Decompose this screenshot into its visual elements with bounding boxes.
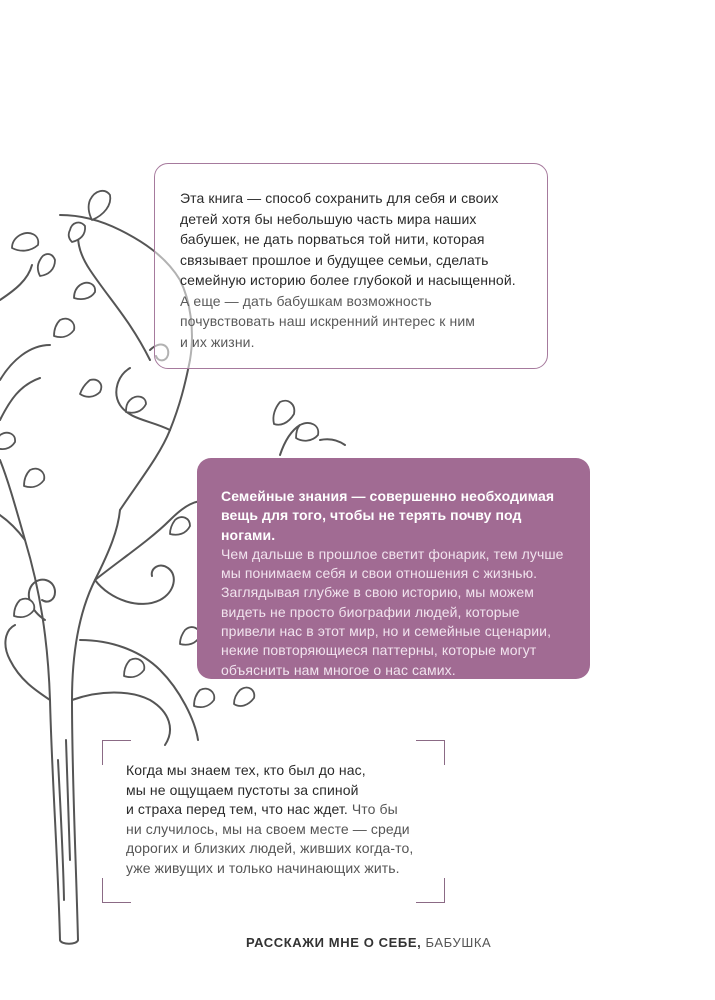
- quote-frame: [102, 740, 445, 903]
- knowledge-strong-line: вещь для того, чтобы не терять почву под ногами.: [221, 507, 522, 543]
- intro-strong-line: детей хотя бы небольшую часть мира наших: [180, 210, 477, 227]
- intro-strong-line: связывает прошлое и будущее семьи, сделать: [180, 251, 489, 268]
- knowledge-strong-line: Семейные знания — совершенно необходимая: [221, 488, 555, 504]
- intro-light-line: и их жизни.: [180, 333, 255, 350]
- quote-line: Когда мы знаем тех, кто был до нас,: [126, 762, 366, 778]
- knowledge-light-line: объяснить нам многое о нас самих.: [221, 661, 456, 678]
- knowledge-light-line: видеть не просто биографии людей, которые: [221, 603, 520, 620]
- frame-corner-bottom-left: [102, 878, 131, 903]
- footer-title-bold: РАССКАЖИ МНЕ О СЕБЕ,: [246, 935, 422, 950]
- knowledge-light-line: Заглядывая глубже в свою историю, мы можем: [221, 584, 534, 601]
- knowledge-light-line: некие повторяющиеся паттерны, которые могут: [221, 642, 537, 659]
- quote-line-mixed: [126, 800, 426, 820]
- quote-line: дорогих и близких людей, живших когда-то,: [126, 840, 414, 856]
- frame-corner-bottom-right: [416, 878, 445, 903]
- intro-strong-line: Эта книга — способ сохранить для себя и своих: [180, 190, 499, 206]
- quote-line: мы не ощущаем пустоты за спиной: [126, 781, 359, 798]
- quote-line-strong-part: и страха перед тем, что нас ждет.: [126, 801, 348, 817]
- quote-line: ни случилось, мы на своем месте — среди: [126, 820, 410, 837]
- page-footer-title: [246, 935, 491, 950]
- knowledge-light-line: мы понимаем себя и свои отношения с жизнью.: [221, 565, 538, 582]
- quote-line: уже живущих и только начинающих жить.: [126, 859, 400, 876]
- intro-strong-line: семейную историю более глубокой и насыщенной.: [180, 272, 516, 288]
- intro-light-line: почувствовать наш искренний интерес к ним: [180, 313, 475, 329]
- quote-text: [126, 761, 426, 878]
- footer-title-light: БАБУШКА: [421, 935, 492, 950]
- family-knowledge-box: [197, 458, 590, 679]
- intro-light-line: А еще — дать бабушкам возможность: [180, 292, 432, 309]
- quote-line-light-part: Что бы: [347, 801, 398, 817]
- intro-strong-line: бабушек, не дать порваться той нити, которая: [180, 231, 485, 247]
- intro-text-box: [154, 163, 548, 369]
- knowledge-light-line: Чем дальше в прошлое светит фонарик, тем лучше: [221, 545, 564, 562]
- knowledge-light-line: привели нас в этот мир, но и семейные сценарии,: [221, 623, 552, 640]
